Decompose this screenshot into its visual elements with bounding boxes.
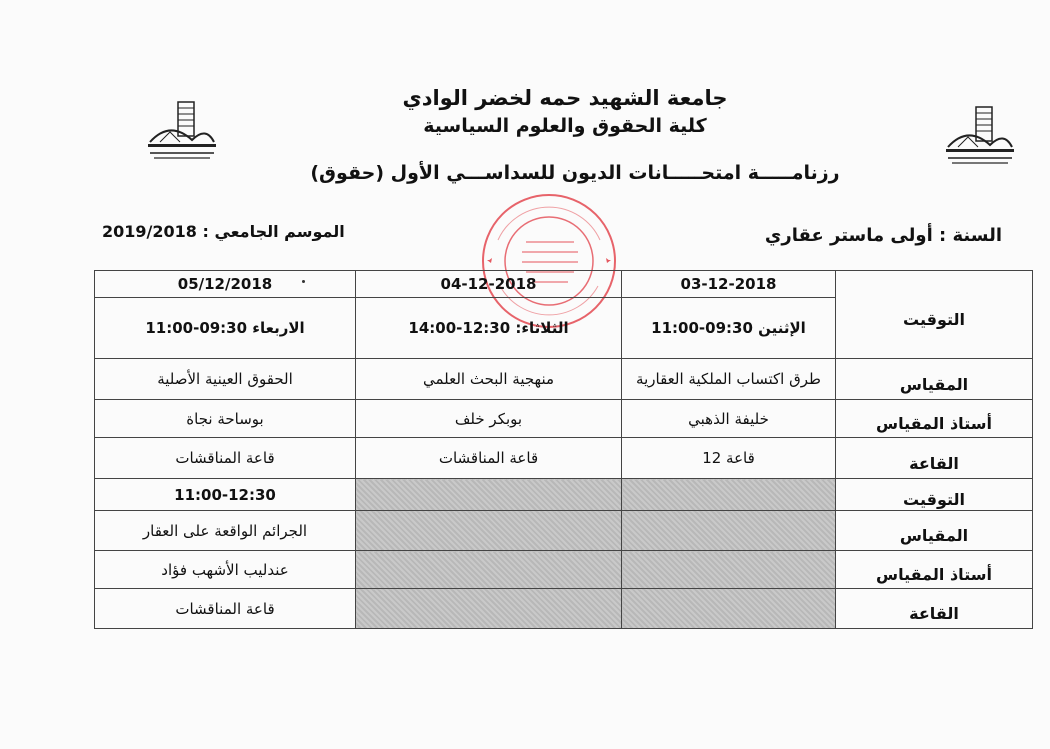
row-label-time: التوقيت [836, 479, 1033, 511]
hall-cell: قاعة المناقشات [95, 589, 356, 629]
empty-shaded-cell [622, 479, 836, 511]
empty-shaded-cell [356, 589, 622, 629]
table-row [95, 400, 1033, 438]
module-cell: الحقوق العينية الأصلية [95, 359, 356, 400]
professor-cell: بوساحة نجاة [95, 400, 356, 438]
exam-date: 03-12-2018 [622, 271, 835, 298]
row-label-hall: القاعة [836, 589, 1033, 629]
exam-day: الإثنين [758, 319, 806, 337]
faculty-name: كلية الحقوق والعلوم السياسية [423, 115, 707, 137]
exam-day: الاربعاء [252, 319, 305, 337]
row-label-hall: القاعة [836, 438, 1033, 479]
empty-shaded-cell [356, 551, 622, 589]
table-cell [95, 271, 356, 359]
empty-shaded-cell [622, 589, 836, 629]
module-cell: منهجية البحث العلمي [356, 359, 622, 400]
exam-schedule-table [94, 270, 1033, 629]
page-title: رزنامـــــة امتحـــــانات الديون للسداســـي الأول (حقوق) [310, 162, 840, 184]
row-label-module: المقياس [836, 359, 1033, 400]
exam-day-time [622, 298, 835, 358]
table-row [95, 479, 1033, 511]
exam-time: 09:30-11:00 [145, 319, 248, 337]
table-row [95, 511, 1033, 551]
scan-dot [302, 280, 305, 283]
row-label-module: المقياس [836, 511, 1033, 551]
row-label-professor: أستاذ المقياس [836, 551, 1033, 589]
exam-day: الثلاثاء: [515, 319, 569, 337]
table-cell [356, 271, 622, 359]
exam-date: 05/12/2018 [95, 271, 355, 298]
table-row [95, 271, 1033, 359]
professor-cell: عندليب الأشهب فؤاد [95, 551, 356, 589]
module-cell: طرق اكتساب الملكية العقارية [622, 359, 836, 400]
empty-shaded-cell [356, 479, 622, 511]
exam-date: 04-12-2018 [356, 271, 621, 298]
empty-shaded-cell [622, 551, 836, 589]
row-label-professor: أستاذ المقياس [836, 400, 1033, 438]
academic-level: السنة : أولى ماستر عقاري [764, 225, 1002, 246]
exam-day-time [356, 298, 621, 358]
professor-cell: خليفة الذهبي [622, 400, 836, 438]
exam-time: 11:00-12:30 [95, 479, 356, 511]
table-row [95, 359, 1033, 400]
exam-day-time [95, 298, 355, 358]
professor-cell: بوبكر خلف [356, 400, 622, 438]
module-cell: الجرائم الواقعة على العقار [95, 511, 356, 551]
table-row [95, 438, 1033, 479]
row-label-time: التوقيت [836, 271, 1033, 359]
table-row [95, 551, 1033, 589]
table-cell [622, 271, 836, 359]
university-name: جامعة الشهيد حمه لخضر الوادي [402, 86, 728, 110]
empty-shaded-cell [622, 511, 836, 551]
empty-shaded-cell [356, 511, 622, 551]
table-row [95, 589, 1033, 629]
academic-season: الموسم الجامعي : 2019/2018 [102, 222, 345, 241]
hall-cell: قاعة المناقشات [95, 438, 356, 479]
exam-time: 09:30-11:00 [651, 319, 753, 337]
exam-time: 12:30-14:00 [408, 319, 511, 337]
hall-cell: قاعة المناقشات [356, 438, 622, 479]
hall-cell: قاعة 12 [622, 438, 836, 479]
